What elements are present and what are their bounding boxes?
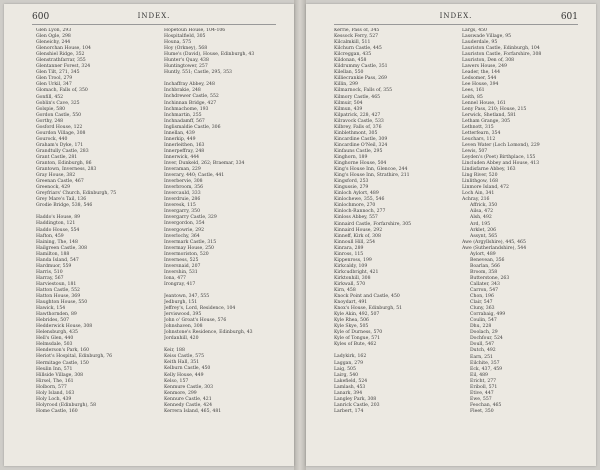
index-entry: Ard, 195: [470, 221, 491, 227]
index-entry: Gosford House, 122: [36, 124, 83, 130]
index-entry: Leny Pass, 210; House, 215: [462, 106, 527, 112]
index-entry: Gourock, 440: [36, 136, 68, 142]
index-entry: Hawick, 154: [36, 306, 66, 312]
index-entry: Henderson's Park, 160: [36, 348, 89, 354]
index-entry: Kinrara, 289: [334, 245, 364, 251]
index-entry: Linlithgow, 168: [462, 179, 499, 185]
index-entry: Etive, 447: [470, 390, 494, 396]
index-entry: Hatton House, 369: [36, 294, 81, 300]
index-entry: Lee House, 394: [462, 82, 499, 88]
index-entry: Kilpatrick, 228, 427: [334, 112, 381, 118]
index-entry: Kirkcaldy, 109: [334, 263, 368, 269]
index-entry: Hawthornden, 89: [36, 312, 77, 318]
index-entry: Glentanner Forest, 324: [36, 64, 91, 70]
index-entry: Invershin, 531: [164, 269, 198, 275]
index-entry: Kenmore, 299: [164, 390, 197, 396]
index-entry: Killiecrankie Pass, 269: [334, 76, 387, 82]
page-title: INDEX.: [137, 12, 171, 20]
index-entry: Inchnadamff, 567: [164, 118, 205, 124]
index-entry: Inchmartin, 255: [164, 112, 202, 118]
index-entry: Kingsford, 253: [334, 179, 369, 185]
index-entry: Eck, 437, 459: [470, 366, 503, 372]
index-entry: Inverbroom, 356: [164, 185, 203, 191]
index-entry: Largs, 450: [462, 28, 487, 33]
index-entry: Kyle Skye, 505: [334, 324, 369, 330]
index-entry: Irongray, 417: [164, 281, 196, 287]
index-entry: Kelso, 157: [164, 378, 189, 384]
index-entry: Hospitalfield, 305: [164, 34, 206, 40]
index-entry: Kinfauns Castle, 295: [334, 148, 383, 154]
index-entry: Lewis, 507: [462, 148, 488, 154]
index-entry: Holborn, 577: [36, 384, 67, 390]
index-entry: Innerkip, 449: [164, 136, 196, 142]
index-entry: Jerviswood, 395: [164, 312, 202, 318]
index-entry: Hopetoun House, 104-106: [164, 28, 226, 33]
header-rule: [334, 24, 578, 25]
index-entry: Linmore Island, 472: [462, 185, 509, 191]
index-entry: Kildrummy Castle, 351: [334, 64, 388, 70]
index-entry: Jordanhill, 420: [164, 336, 199, 342]
index-entry: Kennedy Castle, 424: [164, 402, 212, 408]
index-entry: Harris, 510: [36, 269, 63, 275]
index-entry: Haining, The, 148: [36, 239, 78, 245]
index-entry: Kirn, 458: [334, 288, 356, 294]
index-entry: Ericht, 277: [470, 378, 497, 384]
index-entry: Kinnaird House, 292: [334, 227, 383, 233]
index-entry: Eil, 489: [470, 372, 488, 378]
index-entry: King's House Inn, Glencoe, 244: [334, 167, 408, 173]
index-entry: Hedderwick House, 308: [36, 324, 93, 330]
index-entry: Holy Island, 163: [36, 390, 75, 396]
index-entry: Innerpeffray, 248: [164, 148, 205, 154]
index-entry: Boarlan, 566: [470, 263, 500, 269]
index-entry: Kelly House, 449: [164, 372, 204, 378]
right-page: [306, 4, 596, 466]
index-entry: Inverlochy, 364: [164, 233, 200, 239]
index-entry: Hatton Castle, 552: [36, 287, 80, 293]
index-column-4: [462, 28, 580, 458]
index-entry: Kilmory Castle, 465: [334, 94, 381, 100]
index-entry: Lasswade Village, 95: [462, 34, 512, 40]
index-entry: Heulin Inn, 571: [36, 366, 73, 372]
index-entry: Glenstrathfarrar, 355: [36, 58, 86, 64]
index-entry: Doull, 547: [470, 342, 495, 348]
index-entry: Haughton House, 550: [36, 300, 88, 306]
index-entry: Ewe, 557: [470, 396, 492, 402]
index-entry: Cluny, 363: [470, 306, 495, 312]
index-entry: Leven Water (Loch Lomond), 229: [462, 142, 540, 148]
index-entry: Invermark Castle, 315: [164, 239, 217, 245]
index-entry: Hamilton, 188: [36, 251, 70, 257]
index-entry: Kirkwall, 570: [334, 281, 366, 287]
index-entry: Lethnott, 315: [462, 124, 494, 130]
header-rule: [32, 24, 276, 25]
index-entry: Haddo's House, 89: [36, 215, 81, 221]
index-entry: Lauriston Castle, Forfarshire, 308: [462, 52, 542, 58]
index-entry: Hume's (David), House, Edinburgh, 43: [164, 52, 255, 58]
index-entry: Ailsa, 472: [470, 209, 494, 215]
index-entry: Lanark, 394: [334, 390, 363, 396]
index-entry: Kerrie, Pass of, 345: [334, 28, 380, 33]
index-entry: Langley Park, 308: [334, 396, 377, 402]
index-entry: Holy Loch, 439: [36, 396, 72, 402]
index-entry: Kincardine O'Neil, 324: [334, 142, 388, 148]
index-entry: Hailgreen Castle, 308: [36, 245, 88, 251]
index-entry: Kinloss Abbey, 557: [334, 215, 378, 221]
index-entry: Larbert, 174: [334, 408, 364, 414]
index-entry: Kilmarnock, Falls of, 355: [334, 88, 393, 94]
index-entry: Gonfill, 452: [36, 94, 64, 100]
index-entry: Feochan, 465: [470, 402, 502, 408]
index-entry: Lindisfarne Abbey, 163: [462, 167, 516, 173]
index-entry: Huntly, 551; Castle, 295, 353: [164, 70, 232, 76]
index-entry: Kilbrey, Falls of, 376: [334, 124, 382, 130]
index-entry: Gray House, 382: [36, 173, 76, 179]
index-entry: Jeffrey's, Lord, Residence, 104: [164, 306, 236, 312]
index-entry: Helensburgh, 435: [36, 330, 78, 336]
index-entry: Hunter's Quay, 438: [164, 58, 209, 64]
index-entry: Lakefield, 524: [334, 378, 368, 384]
index-entry: Inverary, 440; Castle, 441: [164, 173, 225, 179]
index-entry: Glenshiel Ridge, 352: [36, 52, 85, 58]
index-entry: Dochfour, 524: [470, 336, 503, 342]
index-entry: Earn, 251: [470, 354, 493, 360]
index-entry: Letham Grange, 305: [462, 118, 511, 124]
index-entry: Invermay House, 250: [164, 245, 214, 251]
index-entry: Hebrides, 507: [36, 318, 70, 324]
index-entry: Glenorchan House, 104: [36, 46, 91, 52]
index-entry: Grodie Bridge, 538, 546: [36, 203, 93, 209]
index-entry: Kessock Ferry, 527: [334, 34, 379, 40]
index-entry: Kincardine Castle, 309: [334, 136, 388, 142]
index-entry: Killin, 299: [334, 82, 358, 88]
index-entry: Hardmuor, 559: [36, 263, 72, 269]
index-entry: Invergordon, 354: [164, 221, 205, 227]
index-entry: Kinloch Aylort, 489: [334, 191, 379, 197]
index-entry: Dhu, 228: [470, 324, 492, 330]
index-entry: Kinloch-Rannoch, 277: [334, 209, 386, 215]
index-entry: Doolach, 29: [470, 330, 498, 336]
index-entry: Inchmachome, 193: [164, 106, 209, 112]
index-entry: Kirktonhill, 308: [334, 275, 371, 281]
index-entry: Ledsomer, 544: [462, 76, 497, 82]
index-entry: Awe (Sutherlandshire), 544: [462, 245, 527, 251]
index-entry: Glen Tilt, 271, 345: [36, 70, 80, 76]
index-entry: Lauderdale, 95: [462, 40, 498, 46]
index-entry: Inversnaid, 207: [164, 263, 201, 269]
index-entry: Holyrood (Edinburgh), 58: [36, 402, 97, 408]
index-entry: Achray, 216: [462, 197, 490, 203]
index-entry: Kildonan, 458: [334, 58, 367, 64]
index-entry: Corrabaig, 499: [470, 312, 506, 318]
index-entry: Keir, 188: [164, 348, 185, 354]
index-entry: Lauriston, Den of, 308: [462, 58, 515, 64]
page-title: INDEX.: [439, 12, 473, 20]
index-entry: Goblin's Cave, 325: [36, 100, 80, 106]
index-entry: Leith, 85: [462, 94, 483, 100]
index-entry: Invergowrie, 292: [164, 227, 204, 233]
index-entry: Aylort, 489: [470, 251, 496, 257]
index-entry: Haddo House, 554: [36, 227, 80, 233]
index-entry: Inchinnan Bridge, 427: [164, 100, 217, 106]
index-entry: Gordon Castle, 550: [36, 112, 82, 118]
index-entry: Lincluden Abbey and House, 413: [462, 161, 540, 167]
index-entry: Benevean, 356: [470, 257, 505, 263]
index-entry: Kyle of Durness, 570: [334, 330, 383, 336]
index-entry: Loch Ain, 341: [462, 191, 495, 197]
index-entry: John o' Groat's House, 576: [164, 318, 227, 324]
index-entry: Kirkcudbright, 421: [334, 269, 379, 275]
index-entry: Knock Point and Castle, 450: [334, 294, 400, 300]
index-entry: Hermitage Castle, 150: [36, 360, 89, 366]
index-entry: Inglismaldie Castle, 306: [164, 124, 221, 130]
index-entry: Eriboll, 571: [470, 384, 498, 390]
index-entry: Handa Island, 547: [36, 257, 79, 263]
index-entry: Fleet, 350: [470, 408, 494, 414]
index-entry: Heriot's Hospital, Edinburgh, 76: [36, 354, 113, 360]
left-page: [4, 4, 294, 466]
index-entry: Harviestoun, 181: [36, 281, 77, 287]
index-entry: Hafton, 459: [36, 233, 64, 239]
index-entry: Broom, 358: [470, 269, 498, 275]
index-entry: Kilcalmkill, 511: [334, 40, 371, 46]
index-entry: Clair, 547: [470, 300, 493, 306]
index-entry: Greenock, 429: [36, 185, 71, 191]
index-entry: Kinlochmore, 270: [334, 203, 376, 209]
index-entry: Iona, 477: [164, 275, 186, 281]
index-entry: Kingussie, 279: [334, 185, 369, 191]
index-entry: Awe (Argyllshire), 445, 465: [462, 239, 526, 245]
index-entry: Houna, 575: [164, 40, 192, 46]
index-entry: Johnshaven, 308: [164, 324, 203, 330]
index-entry: Haddington, 121: [36, 221, 76, 227]
index-entry: Lawers House, 249: [462, 64, 507, 70]
index-entry: King's House Inn, Strathire, 211: [334, 173, 410, 179]
index-entry: Kinblethmont, 305: [334, 130, 378, 136]
index-entry: Lerwick, Shetland, 581: [462, 112, 517, 118]
page-header: [32, 12, 276, 24]
index-entry: Graham's Dyke, 171: [36, 142, 84, 148]
index-entry: Kippenross, 199: [334, 257, 372, 263]
index-entry: Gleneichy, 244: [36, 40, 71, 46]
index-entry: Kenmure Castle, 303: [164, 384, 214, 390]
index-entry: Greyfriars' Church, Edinburgh, 75: [36, 191, 117, 197]
index-entry: Kelburn Castle, 450: [164, 366, 211, 372]
index-entry: Laggan, 279: [334, 360, 364, 366]
index-entry: Callater, 343: [470, 281, 500, 287]
index-entry: Invergarry Castle, 329: [164, 215, 217, 221]
index-entry: Glen Lyon, 293: [36, 28, 72, 33]
index-entry: Kyle Akin, 492, 507: [334, 312, 380, 318]
index-entry: Kinnoull Hill, 254: [334, 239, 376, 245]
index-entry: Innerwick, 444: [164, 154, 200, 160]
index-entry: Lairg, 540: [334, 372, 359, 378]
index-entry: Inveraman, 229: [164, 167, 201, 173]
index-entry: Kinnaird Castle, Forfarshire, 305: [334, 221, 412, 227]
index-entry: Kilcreggan, 435: [334, 52, 372, 58]
index-entry: Lamlash, 453: [334, 384, 366, 390]
index-entry: Leuchars, 112: [462, 136, 496, 142]
page-number: 601: [560, 12, 578, 22]
index-entry: Inverness, 525: [164, 257, 199, 263]
index-entry: Keiss Castle, 575: [164, 354, 205, 360]
index-entry: Laig, 505: [334, 366, 356, 372]
index-entry: Kilravock Castle, 533: [334, 118, 384, 124]
index-entry: Inchaffray Abbey, 248: [164, 82, 215, 88]
book-gutter: [294, 0, 306, 470]
index-entry: Kinross, 115: [334, 251, 364, 257]
index-entry: Invergarry, 350: [164, 209, 201, 215]
index-entry: Butterstone, 263: [470, 275, 510, 281]
index-entry: Harray, 567: [36, 275, 64, 281]
index-entry: Kerrera Island, 465, 481: [164, 408, 222, 414]
index-entry: Kilmun, 439: [334, 106, 363, 112]
index-entry: Jeantown, 347, 555: [164, 293, 210, 299]
index-entry: Chon, 196: [470, 294, 494, 300]
index-entry: Grant Castle, 281: [36, 154, 78, 160]
index-entry: Affrick, 350: [470, 203, 498, 209]
index-entry: Inchbrakie, 248: [164, 88, 201, 94]
index-entry: Grantown, Inverness, 283: [36, 167, 97, 173]
index-entry: Gorthy, 248: [36, 118, 64, 124]
index-entry: Hirsel, The, 161: [36, 378, 74, 384]
index-entry: Kilellan, 550: [334, 70, 364, 76]
index-entry: Leyden's (Poet) Birthplace, 155: [462, 154, 536, 160]
index-entry: Grandtully Castle, 283: [36, 148, 89, 154]
index-entry: Gourdon Village, 308: [36, 130, 86, 136]
index-column-2: [164, 28, 282, 458]
index-entry: Kinghorn, 189: [334, 154, 368, 160]
index-entry: Kyle of Tongue, 571: [334, 336, 381, 342]
index-entry: Home Castle, 160: [36, 408, 78, 414]
index-entry: Inver, Dunkeld, 262; Braemar, 334: [164, 160, 245, 166]
index-entry: Inverbervie, 308: [164, 179, 203, 185]
index-entry: Knox's House, Edinburgh, 51: [334, 306, 403, 312]
index-entry: Innellan, 439: [164, 130, 195, 136]
index-entry: Glen Ogle, 298: [36, 34, 71, 40]
index-entry: Johnstone's Residence, Edinburgh, 43: [164, 330, 253, 336]
index-entry: Kilchurn Castle, 445: [334, 46, 382, 52]
index-entry: Arklet, 206: [470, 227, 497, 233]
page-number: 600: [32, 12, 50, 22]
index-entry: Grey Mare's Tail, 136: [36, 197, 87, 203]
index-entry: Glomach, Falls of, 350: [36, 88, 88, 94]
index-entry: Kennure Castle, 421: [164, 396, 212, 402]
index-entry: Carron, 547: [470, 288, 499, 294]
index-column-1: [36, 28, 154, 458]
index-entry: Keith Hall, 351: [164, 360, 200, 366]
index-entry: Coulin, 547: [470, 318, 497, 324]
index-entry: Inveresk, 115: [164, 203, 196, 209]
page-header: [334, 12, 578, 24]
index-entry: Knoydart, 491: [334, 300, 368, 306]
index-entry: Hillside Village, 308: [36, 372, 84, 378]
index-entry: Jedburgh, 151: [164, 300, 198, 306]
index-entry: Glen Urkil, 347: [36, 82, 72, 88]
index-entry: Leader, the, 144: [462, 70, 500, 76]
index-entry: Kyles of Bute, 462: [334, 342, 377, 348]
index-entry: Innerleithen, 163: [164, 142, 205, 148]
index-entry: Dutch, 492: [470, 348, 496, 354]
index-entry: Greenan Castle, 467: [36, 179, 84, 185]
index-column-3: [334, 28, 452, 458]
index-entry: Eilchite, 357: [470, 360, 500, 366]
index-entry: Kilmuir, 504: [334, 100, 363, 106]
index-entry: Ladykirk, 162: [334, 354, 367, 360]
index-entry: Hell's Glen, 440: [36, 336, 74, 342]
index-entry: Letterfearn, 354: [462, 130, 501, 136]
index-entry: Inverdruie, 286: [164, 197, 201, 203]
index-entry: Kinlochewe, 355, 546: [334, 197, 385, 203]
index-entry: Hoy (Orkney), 568: [164, 46, 208, 52]
index-entry: Invermoriston, 520: [164, 251, 209, 257]
index-entry: Kinghorne House, 504: [334, 161, 387, 167]
index-entry: Lauriston Castle, Edinburgh, 104: [462, 46, 540, 52]
index-entry: Invercauld, 333: [164, 191, 201, 197]
index-entry: Inchdrewer Castle, 552: [164, 94, 219, 100]
index-entry: Assynt, 565: [470, 233, 498, 239]
index-entry: Kinneff, Kirk of, 308: [334, 233, 381, 239]
index-entry: Huntingtower, 257: [164, 64, 208, 70]
index-entry: Ling River, 520: [462, 173, 498, 179]
index-entry: Glen Trool, 279: [36, 76, 73, 82]
index-entry: Lanrick Castle, 203: [334, 402, 380, 408]
index-entry: Helmsdale, 503: [36, 342, 73, 348]
index-entry: Granton, Edinburgh, 86: [36, 161, 92, 167]
index-entry: Alsh, 492: [470, 215, 492, 221]
index-entry: Lees, 161: [462, 88, 485, 94]
index-entry: Lennel House, 161: [462, 100, 506, 106]
index-entry: Kyle Rhea, 506: [334, 318, 369, 324]
index-entry: Golspie, 580: [36, 106, 66, 112]
